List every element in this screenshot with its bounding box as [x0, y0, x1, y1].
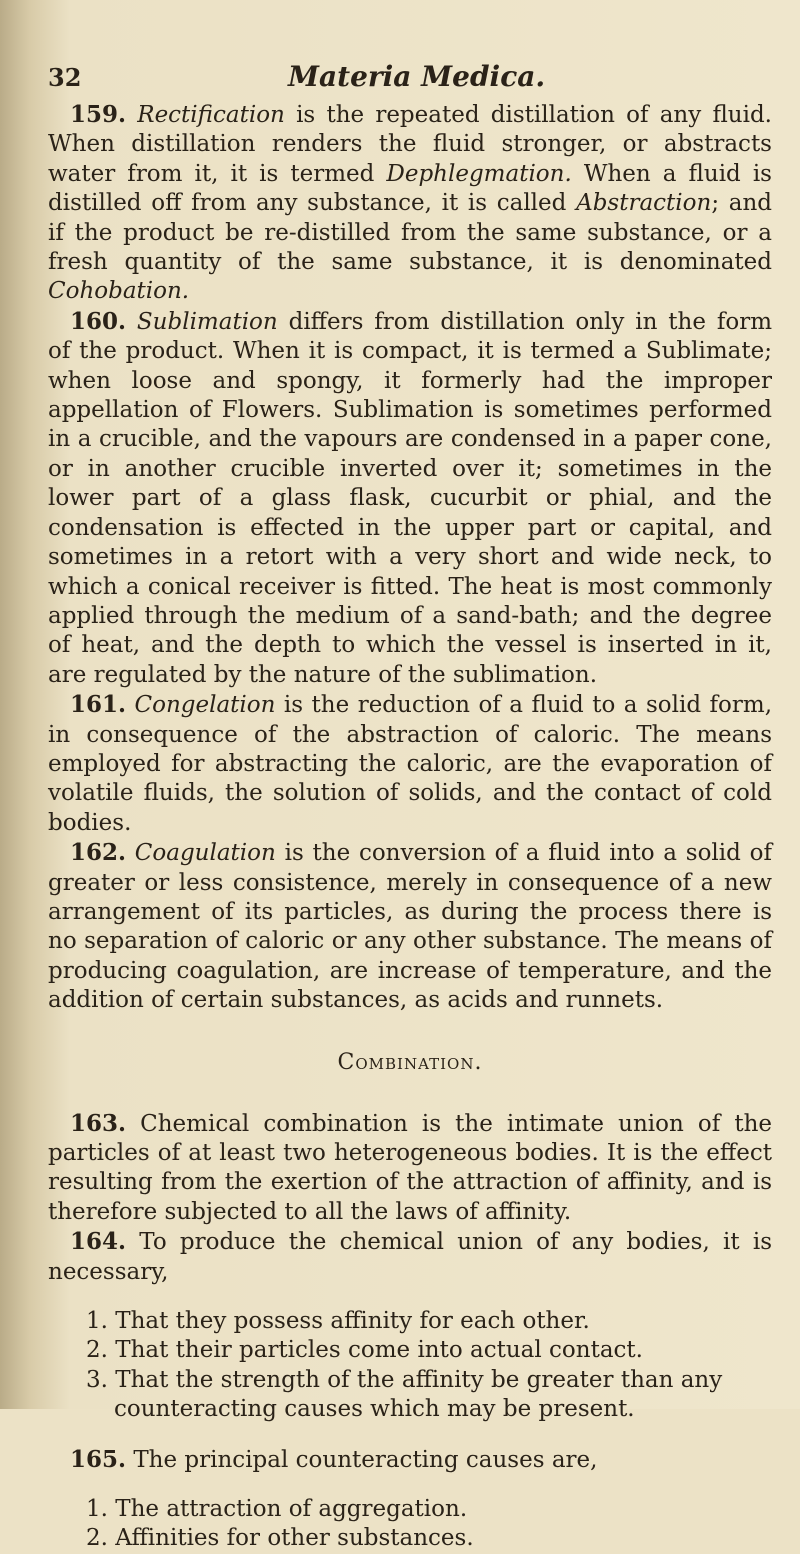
section-heading-combination: Combination.: [337, 1049, 483, 1075]
list-165: [48, 1495, 772, 1554]
paragraph-165: 165. The principal counteracting causes are,: [70, 1445, 598, 1473]
spacer: [48, 1475, 772, 1495]
paragraph-163: 163. Chemical combination is the intimate union of the particles of at least two heterogeneous bodies. It is the effect resulting from the exertion of the attraction of affinity, and is therefore subjected to all the laws of affinity.: [48, 1109, 773, 1225]
running-head: Materia Medica.: [288, 60, 546, 93]
page-header: [48, 60, 772, 96]
paragraph-161: 161. Congelation is the reduction of a fluid to a solid form, in consequence of the abstraction of caloric. The means employed for abstracting the caloric, are the evaporation of volatile fluids, the solution of solids, and the contact of cold bodies.: [48, 691, 773, 836]
list-164: [48, 1307, 772, 1425]
paragraph-162: 162. Coagulation is the conversion of a fluid into a solid of greater or less consistence, merely in consequence of a new arrangement of its particles, as during the process there is no separation of caloric or any other substance. The means of producing coagulation, are increase of temperature, and the addition of certain substances, as acids and runnets.: [48, 839, 772, 1014]
list-item: 3. That the strength of the affinity be greater than any counteracting causes which may be present.: [86, 1366, 723, 1423]
page-number: 32: [48, 63, 82, 92]
spacer: [48, 1287, 772, 1307]
spacer: [48, 1425, 772, 1445]
list-item: 2. Affinities for other substances.: [86, 1525, 474, 1552]
list-item: 1. The attraction of aggregation.: [86, 1496, 468, 1523]
paragraph-164: 164. To produce the chemical union of any bodies, it is necessary,: [48, 1228, 773, 1285]
list-item: 2. That their particles come into actual contact.: [86, 1337, 643, 1364]
paragraph-160: 160. Sublimation differs from distillation only in the form of the product. When it is compact, it is termed a Sublimate; when loose and spongy, it formerly had the improper appellation of Flowers. Sublimation is sometimes performed in a crucible, and the vapours are condensed in a paper cone, or in another crucible inverted over it; sometimes in the lower part of a glass flask, cucurbit or phial, and the condensation is effected in the upper part or capital, and sometimes in a retort with a very short and wide neck, to which a conical receiver is fitted. The heat is most commonly applied through the medium of a sand-bath; and the degree of heat, and the depth to which the vessel is inserted in it, are regulated by the nature of the sublimation.: [48, 307, 773, 688]
paragraph-159: 159. Rectification is the repeated distillation of any fluid. When distillation renders the fluid stronger, or abstracts water from it, it is termed Dephlegmation. When a fluid is distilled off from any substance, it is called Abstraction; and if the product be re-distilled from the same substance, or a fresh quantity of the same substance, it is denominated Cohobation.: [48, 101, 773, 305]
list-item: 1. That they possess affinity for each other.: [86, 1308, 590, 1335]
